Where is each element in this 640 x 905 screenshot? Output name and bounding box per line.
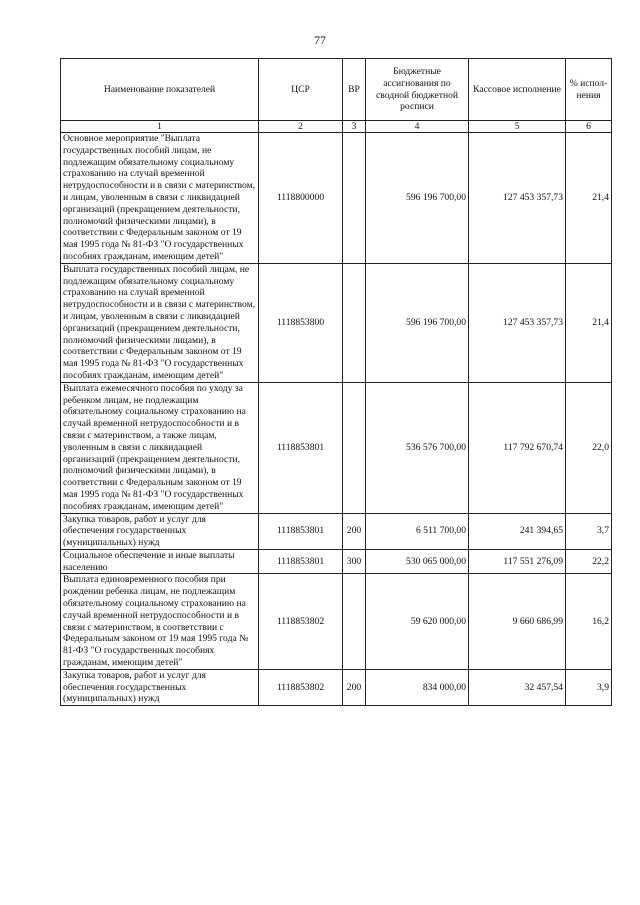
row-name: Выплата ежемесячного пособия по уходу за ребенком лицам, не подлежащим обязательному социальному страхованию на случай временной нетрудоспособности и в связи с материнством, а также лицам, уволенным в связи с ликвидацией организаций (прекращением деятельности, полномочий физическими лицами), в соответствии с Федеральным законом от 19 мая 1995 года № 81-ФЗ "О государственных пособиях гражданам, имеющим детей" — [61, 382, 259, 513]
row-csr: 1118853800 — [259, 263, 343, 382]
row-cash: 117 792 670,74 — [469, 382, 566, 513]
row-budget: 596 196 700,00 — [366, 263, 469, 382]
row-percent: 3,9 — [566, 669, 612, 705]
table-row — [61, 669, 612, 705]
column-number: 4 — [366, 121, 469, 133]
column-number-row — [61, 121, 612, 133]
row-cash: 127 453 357,73 — [469, 133, 566, 264]
row-budget: 6 511 700,00 — [366, 513, 469, 549]
row-vr — [343, 382, 366, 513]
row-vr — [343, 574, 366, 669]
row-cash: 32 457,54 — [469, 669, 566, 705]
row-csr: 1118800000 — [259, 133, 343, 264]
row-budget: 834 000,00 — [366, 669, 469, 705]
row-vr — [343, 133, 366, 264]
row-csr: 1118853802 — [259, 574, 343, 669]
row-csr: 1118853801 — [259, 382, 343, 513]
row-cash: 127 453 357,73 — [469, 263, 566, 382]
row-percent: 22,2 — [566, 549, 612, 574]
row-cash: 117 551 276,09 — [469, 549, 566, 574]
row-vr — [343, 263, 366, 382]
row-budget: 536 576 700,00 — [366, 382, 469, 513]
column-number: 6 — [566, 121, 612, 133]
table-row — [61, 382, 612, 513]
row-budget: 59 620 000,00 — [366, 574, 469, 669]
row-percent: 22,0 — [566, 382, 612, 513]
row-name: Социальное обеспечение и иные выплаты населению — [61, 549, 259, 574]
column-number: 5 — [469, 121, 566, 133]
row-vr: 200 — [343, 513, 366, 549]
row-name: Выплата единовременного пособия при рождении ребенка лицам, не подлежащим обязательному социальному страхованию на случай временной нетрудоспособности и в связи с материнством, в соответствии с Федеральным законом от 19 мая 1995 года № 81-ФЗ "О государственных пособиях гражданам, имеющим детей" — [61, 574, 259, 669]
row-name: Закупка товаров, работ и услуг для обеспечения государственных (муниципальных) нужд — [61, 669, 259, 705]
row-percent: 3,7 — [566, 513, 612, 549]
row-name: Основное мероприятие "Выплата государственных пособий лицам, не подлежащим обязательному социальному страхованию на случай временной нетрудоспособности и в связи с материнством, и лицам, уволенным в связи с ликвидацией организаций (прекращением деятельности, полномочий физическими лицами), в соответствии с Федеральным законом от 19 мая 1995 года № 81-ФЗ "О государственных пособиях гражданам, имеющим детей" — [61, 133, 259, 264]
column-number: 2 — [259, 121, 343, 133]
table-row — [61, 574, 612, 669]
column-number: 3 — [343, 121, 366, 133]
row-budget: 530 065 000,00 — [366, 549, 469, 574]
row-name: Закупка товаров, работ и услуг для обеспечения государственных (муниципальных) нужд — [61, 513, 259, 549]
table-header-row — [61, 59, 612, 121]
row-csr: 1118853801 — [259, 513, 343, 549]
table-row — [61, 513, 612, 549]
row-budget: 596 196 700,00 — [366, 133, 469, 264]
table-row — [61, 549, 612, 574]
table-row — [61, 263, 612, 382]
header-csr: ЦСР — [259, 59, 343, 121]
row-percent: 16,2 — [566, 574, 612, 669]
row-name: Выплата государственных пособий лицам, не подлежащим обязательному социальному страхованию на случай временной нетрудоспособности и в связи с материнством, и лицам, уволенным в связи с ликвидацией организаций (прекращением деятельности, полномочий физическими лицами), в соответствии с Федеральным законом от 19 мая 1995 года № 81-ФЗ "О государственных пособиях гражданам, имеющим детей" — [61, 263, 259, 382]
header-cash: Кассовое исполнение — [469, 59, 566, 121]
budget-execution-table — [60, 58, 612, 706]
row-percent: 21,4 — [566, 263, 612, 382]
row-cash: 9 660 686,99 — [469, 574, 566, 669]
column-number: 1 — [61, 121, 259, 133]
row-vr: 300 — [343, 549, 366, 574]
row-csr: 1118853801 — [259, 549, 343, 574]
header-budget: Бюджетные ассигнования по сводной бюджетной росписи — [366, 59, 469, 121]
row-csr: 1118853802 — [259, 669, 343, 705]
row-cash: 241 394,65 — [469, 513, 566, 549]
header-vr: ВР — [343, 59, 366, 121]
row-percent: 21,4 — [566, 133, 612, 264]
page-number: 77 — [314, 33, 326, 47]
header-name: Наименование показателей — [61, 59, 259, 121]
table-row — [61, 133, 612, 264]
header-percent: % испол- нения — [566, 59, 612, 121]
row-vr: 200 — [343, 669, 366, 705]
